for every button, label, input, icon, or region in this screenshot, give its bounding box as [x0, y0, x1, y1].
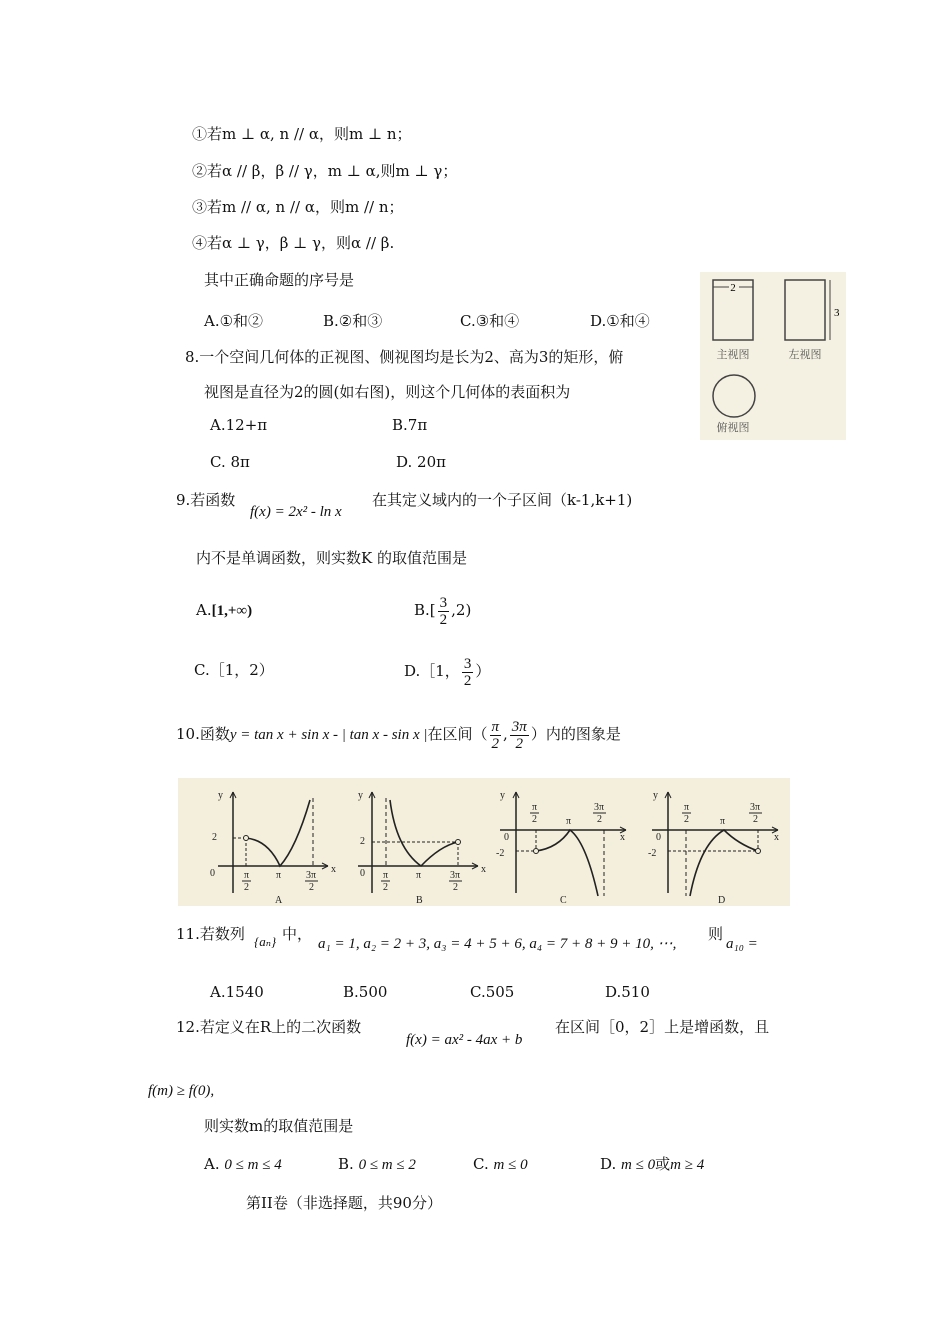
- svg-text:-2: -2: [496, 848, 505, 859]
- front-view-caption: 主视图: [716, 348, 750, 361]
- q12-option-c: C. m ≤ 0: [473, 1155, 528, 1173]
- svg-text:2: 2: [360, 836, 365, 847]
- q8-option-d: D. 20π: [396, 453, 446, 471]
- q9-lead: 9.若函数: [176, 491, 236, 509]
- svg-text:B: B: [416, 895, 423, 906]
- svg-text:C: C: [560, 895, 567, 906]
- q9-option-d: D.［1， $\frac{3}{2}$ ）: [404, 655, 491, 689]
- svg-text:-2: -2: [648, 848, 657, 859]
- svg-text:π: π: [416, 870, 422, 881]
- three-view-figure: [700, 272, 846, 440]
- q9-option-a-value: [1,+∞): [211, 603, 253, 619]
- section-heading: 第II卷（非选择题，共90分）: [246, 1194, 442, 1212]
- svg-text:A: A: [275, 895, 283, 906]
- q8-option-a: A.12+π: [210, 416, 268, 434]
- svg-text:2: 2: [453, 882, 458, 893]
- svg-text:0: 0: [360, 868, 365, 879]
- svg-text:y: y: [653, 790, 658, 801]
- svg-text:2: 2: [244, 882, 249, 893]
- q12-option-a: A. 0 ≤ m ≤ 4: [204, 1155, 282, 1173]
- q12-tail: 在区间［0，2］上是增函数，且: [555, 1018, 770, 1036]
- q11-ze: 则: [708, 925, 724, 943]
- svg-text:y: y: [358, 790, 363, 801]
- svg-text:3π: 3π: [306, 870, 317, 881]
- q11-option-c: C.505: [470, 983, 515, 1001]
- q11-option-b: B.500: [343, 983, 388, 1001]
- q7-option-a: A.①和②: [204, 312, 264, 330]
- height-label: 3: [834, 307, 840, 319]
- svg-text:y: y: [218, 790, 223, 801]
- svg-text:2: 2: [212, 832, 217, 843]
- side-view-caption: 左视图: [788, 348, 822, 361]
- top-view-caption: 俯视图: [716, 421, 750, 434]
- svg-text:π: π: [532, 802, 538, 813]
- proposition-2: ②若α // β，β // γ，m ⊥ α,则m ⊥ γ；: [192, 162, 458, 180]
- q9-function: f(x) = 2x² - ln x: [250, 504, 342, 520]
- q11-zhong: 中，: [282, 925, 313, 943]
- svg-text:π: π: [684, 802, 690, 813]
- svg-text:2: 2: [597, 814, 602, 825]
- width-label: 2: [730, 282, 736, 294]
- q12-lead: 12.若定义在R上的二次函数: [176, 1018, 362, 1036]
- svg-text:π: π: [244, 870, 250, 881]
- svg-text:π: π: [566, 816, 572, 827]
- svg-text:2: 2: [684, 814, 689, 825]
- q7-option-c: C.③和④: [460, 312, 520, 330]
- q11-sequence: {aₙ}: [254, 934, 277, 949]
- svg-text:x: x: [481, 864, 486, 875]
- svg-text:0: 0: [656, 832, 661, 843]
- svg-text:y: y: [500, 790, 505, 801]
- q12-option-d: D. m ≤ 0或m ≥ 4: [600, 1155, 705, 1173]
- q7-stem: 其中正确命题的序号是: [204, 271, 355, 289]
- svg-text:0: 0: [210, 868, 215, 879]
- q7-option-d: D.①和④: [590, 312, 650, 330]
- svg-text:3π: 3π: [750, 802, 761, 813]
- q12-condition: f(m) ≥ f(0),: [148, 1083, 215, 1099]
- proposition-3: ③若m // α, n // α，则m // n；: [192, 198, 404, 216]
- q9-option-a-label: A.: [196, 601, 212, 619]
- q12-option-b: B. 0 ≤ m ≤ 2: [338, 1155, 416, 1173]
- q11-a10: a₁₀ =: [726, 936, 758, 952]
- q8-line1: 8.一个空间几何体的正视图、侧视图均是长为2、高为3的矩形，俯: [185, 348, 624, 366]
- q11-option-d: D.510: [605, 983, 650, 1001]
- svg-text:x: x: [774, 832, 779, 843]
- svg-text:3π: 3π: [594, 802, 605, 813]
- proposition-1: ①若m ⊥ α, n // α，则m ⊥ n；: [192, 125, 412, 143]
- q8-line2: 视图是直径为2的圆(如右图)，则这个几何体的表面积为: [204, 383, 571, 401]
- svg-text:2: 2: [532, 814, 537, 825]
- q9-line2: 内不是单调函数，则实数K 的取值范围是: [196, 549, 467, 567]
- q10-graphs: [178, 778, 790, 906]
- svg-text:2: 2: [383, 882, 388, 893]
- svg-text:x: x: [331, 864, 336, 875]
- q11-lead: 11.若数列: [176, 925, 245, 943]
- q12-line3: 则实数m的取值范围是: [204, 1117, 354, 1135]
- q10-stem: 10.函数y = tan x + sin x - | tan x - sin x |在区间（ $\frac{\pi}{2}$ , $\frac{3\pi}{2}$ ）内的图象是: [176, 718, 621, 752]
- q8-option-b: B.7π: [392, 416, 428, 434]
- q11-option-a: A.1540: [210, 983, 264, 1001]
- q9-option-b: B.[ $\frac{3}{2}$ ,2): [414, 594, 472, 628]
- q9-option-c: C.［1，2）: [194, 661, 274, 679]
- svg-text:π: π: [276, 870, 282, 881]
- svg-text:2: 2: [309, 882, 314, 893]
- q9-tail: 在其定义域内的一个子区间（k-1,k+1): [372, 491, 633, 509]
- svg-text:D: D: [718, 895, 726, 906]
- svg-text:3π: 3π: [450, 870, 461, 881]
- proposition-4: ④若α ⊥ γ，β ⊥ γ，则α // β.: [192, 234, 395, 252]
- svg-text:π: π: [720, 816, 726, 827]
- q11-formula: a₁ = 1, a₂ = 2 + 3, a₃ = 4 + 5 + 6, a₄ = 7 + 8 + 9 + 10, ⋯,: [318, 936, 677, 952]
- svg-text:0: 0: [504, 832, 509, 843]
- q8-option-c: C. 8π: [210, 453, 250, 471]
- q12-function: f(x) = ax² - 4ax + b: [406, 1032, 523, 1048]
- svg-text:2: 2: [753, 814, 758, 825]
- svg-text:x: x: [620, 832, 625, 843]
- svg-text:π: π: [383, 870, 389, 881]
- q7-option-b: B.②和③: [323, 312, 383, 330]
